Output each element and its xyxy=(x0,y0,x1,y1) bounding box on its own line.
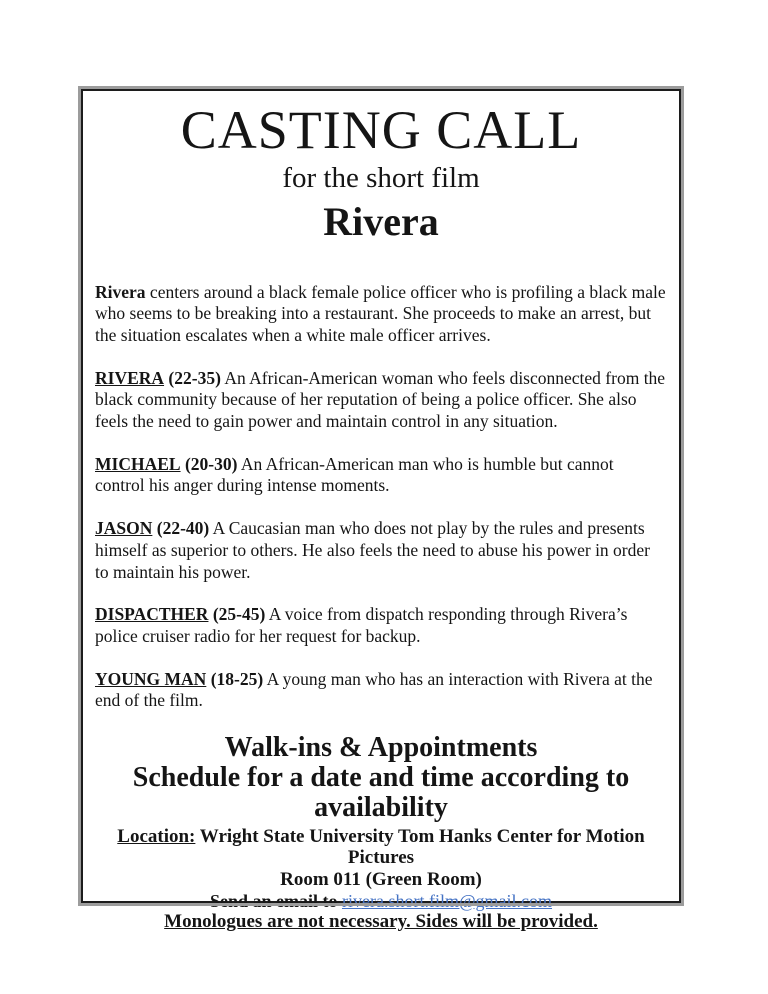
synopsis-text: centers around a black female police officer who is profiling a black male who seems to be breaking into a restaurant. She proceeds to make an arrest, but the situation escalates when a white male officer arrives. xyxy=(95,281,666,346)
role-description: An African-American woman who feels disconnected from the black community because of her reputation of being a police officer. She also feels the need to gain power and maintain control in any situation. xyxy=(95,367,666,432)
role-name: YOUNG MAN xyxy=(95,668,207,689)
location-line xyxy=(95,826,667,869)
role-name: RIVERA xyxy=(95,367,165,388)
email-label: Send an email to xyxy=(209,890,342,911)
role-paragraph-jason xyxy=(95,518,667,583)
role-age-range: (22-40) xyxy=(156,518,210,539)
flyer-frame xyxy=(81,89,681,933)
role-description: A voice from dispatch responding through Rivera’s police cruiser radio for her request for backup. xyxy=(95,604,628,646)
synopsis-paragraph xyxy=(95,282,667,347)
auditions-heading xyxy=(95,733,667,824)
role-description: A young man who has an interaction with Rivera at the end of the film. xyxy=(95,668,653,711)
note-line: Monologues are not necessary. Sides will be provided. xyxy=(164,911,598,933)
film-title: Rivera xyxy=(323,198,439,244)
role-paragraph-dispatcher xyxy=(95,604,667,647)
page-title: CASTING CALL xyxy=(180,100,582,160)
auditions-heading-line1: Walk-ins & Appointments xyxy=(224,731,538,763)
synopsis-lead: Rivera xyxy=(95,281,146,302)
role-paragraph-rivera xyxy=(95,368,667,433)
email-line xyxy=(95,891,667,912)
flyer-body xyxy=(95,282,667,712)
role-paragraph-young-man xyxy=(95,669,667,712)
auditions-heading-line2: Schedule for a date and time according to availability xyxy=(132,762,630,824)
film-subtitle: for the short film xyxy=(282,162,480,195)
role-age-range: (25-45) xyxy=(212,604,266,625)
role-description: An African-American man who is humble but cannot control his anger during intense moments. xyxy=(95,453,614,496)
room-line: Room 011 (Green Room) xyxy=(280,868,482,890)
role-age-range: (18-25) xyxy=(210,668,264,689)
role-age-range: (22-35) xyxy=(168,367,221,388)
email-link[interactable]: rivera.short.film@gmail.com xyxy=(341,890,553,911)
location-label: Location: xyxy=(117,825,196,847)
role-age-range: (20-30) xyxy=(184,453,238,474)
role-description: A Caucasian man who does not play by the rules and presents himself as superior to others. He also feels the need to abuse his power in order to maintain his power. xyxy=(95,518,650,582)
role-name: JASON xyxy=(95,518,153,539)
role-paragraph-michael xyxy=(95,454,667,497)
location-value: Wright State University Tom Hanks Center for Motion Pictures xyxy=(195,825,645,869)
role-name: DISPACTHER xyxy=(95,604,209,625)
role-name: MICHAEL xyxy=(95,453,181,474)
